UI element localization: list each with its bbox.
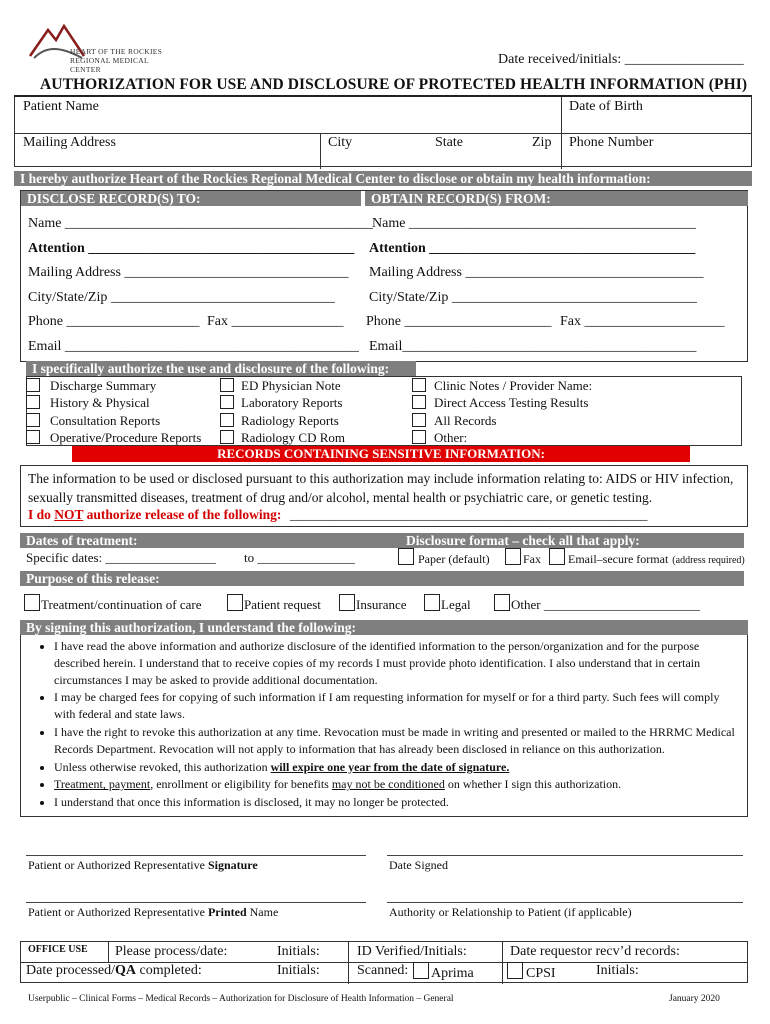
page-title: AUTHORIZATION FOR USE AND DISCLOSURE OF PROTECTED HEALTH INFORMATION (PHI)	[40, 76, 748, 93]
scanned-label: Scanned:	[357, 963, 409, 978]
purpose-patient-request[interactable]: Patient request	[227, 594, 321, 614]
footer-left: Userpublic – Clinical Forms – Medical Records – Authorization for Disclosure of Health Information – General	[28, 994, 454, 1004]
checkbox[interactable]	[413, 962, 429, 979]
record-row[interactable]: Radiology CD Rom	[220, 429, 410, 446]
disclose-city: City/State/Zip ________________________________	[28, 290, 335, 305]
disclose-email: Email __________________________________________	[28, 339, 359, 354]
purpose-other[interactable]: Other ________________________	[494, 594, 700, 614]
checkbox[interactable]	[26, 378, 40, 392]
checkbox[interactable]	[26, 430, 40, 444]
disclose-name: Name ____________________________________________	[28, 216, 373, 231]
checkbox[interactable]	[494, 594, 510, 611]
record-row[interactable]: ED Physician Note	[220, 377, 410, 394]
checkbox[interactable]	[220, 378, 234, 392]
dob-label: Date of Birth	[569, 99, 643, 114]
checkbox[interactable]	[26, 395, 40, 409]
obtain-header: OBTAIN RECORD(S) FROM:	[365, 191, 748, 206]
checkbox[interactable]	[220, 395, 234, 409]
checkbox[interactable]	[220, 413, 234, 427]
authority-line[interactable]	[387, 902, 743, 903]
office-use-label: OFFICE USE	[28, 944, 88, 955]
checkbox[interactable]	[24, 594, 40, 611]
state-label: State	[435, 135, 463, 150]
date-signed-line[interactable]	[387, 855, 743, 856]
signature-label: Patient or Authorized Representative Signature	[28, 858, 258, 872]
date-processed: Date processed/QA completed:	[26, 963, 202, 978]
checkbox[interactable]	[227, 594, 243, 611]
obtain-phone: Phone _____________________	[366, 314, 552, 329]
bullet-item: • Unless otherwise revoked, this authorization will expire one year from the date of signature.	[54, 759, 742, 776]
disclose-phone: Phone ___________________	[28, 314, 200, 329]
format-header: Disclosure format – check all that apply:	[406, 533, 640, 548]
obtain-attention: Attention ______________________________________	[369, 241, 696, 256]
patient-info-box	[14, 95, 752, 167]
disclose-fax: Fax ________________	[207, 314, 344, 329]
logo-line1: HEART OF THE ROCKIES	[70, 47, 163, 56]
signing-bar: By signing this authorization, I understand the following:	[20, 620, 748, 635]
checkbox[interactable]	[412, 378, 426, 392]
record-row[interactable]: History & Physical	[26, 394, 216, 411]
authority-label: Authority or Relationship to Patient (if applicable)	[389, 905, 632, 919]
footer-right: January 2020	[669, 994, 720, 1004]
id-verified: ID Verified/Initials:	[357, 944, 467, 959]
do-not-authorize-line: _______________________________________________________	[290, 507, 648, 522]
bullet-item: • I have read the above information and authorize disclosure of the identified information to the person/organization and for the purpose described herein. I understand that to receive copies of my records I must provide photo identification. I also understand that in certain circumstances I may be asked to provide additional documentation.	[54, 638, 742, 688]
checkbox[interactable]	[412, 395, 426, 409]
aprima-option[interactable]: Aprima	[413, 962, 474, 982]
record-row[interactable]: Discharge Summary	[26, 377, 216, 394]
please-process: Please process/date:	[115, 944, 228, 959]
logo-line2: REGIONAL MEDICAL CENTER	[70, 56, 149, 74]
checkbox[interactable]	[412, 413, 426, 427]
date-signed-label: Date Signed	[389, 858, 448, 872]
purpose-legal[interactable]: Legal	[424, 594, 471, 614]
format-fax[interactable]: Fax	[505, 548, 541, 566]
printed-name-label: Patient or Authorized Representative Printed Name	[28, 905, 279, 919]
patient-name-label: Patient Name	[23, 99, 99, 114]
city-label: City	[328, 135, 353, 150]
obtain-mailing: Mailing Address __________________________________	[369, 265, 704, 280]
initials-3: Initials:	[596, 963, 639, 978]
record-row[interactable]: Operative/Procedure Reports	[26, 429, 221, 446]
obtain-fax: Fax ____________________	[560, 314, 725, 329]
disclose-header: DISCLOSE RECORD(S) TO:	[21, 191, 361, 206]
format-paper[interactable]: Paper (default)	[398, 548, 490, 566]
record-row[interactable]: Clinic Notes / Provider Name:	[412, 377, 712, 394]
record-row[interactable]: All Records	[412, 412, 712, 429]
record-row[interactable]: Consultation Reports	[26, 412, 216, 429]
checkbox[interactable]	[398, 548, 414, 565]
do-not-authorize: I do NOT authorize release of the following:	[28, 507, 282, 522]
checkbox[interactable]	[26, 413, 40, 427]
zip-label: Zip	[532, 135, 552, 150]
date-received: Date received/initials: _________________	[498, 52, 744, 67]
dates-to: to _______________	[244, 550, 355, 565]
dates-bar: Dates of treatment:	[20, 533, 744, 548]
obtain-email: Email__________________________________________	[369, 339, 697, 354]
initials-2: Initials:	[277, 963, 320, 978]
record-row[interactable]: Direct Access Testing Results	[412, 394, 712, 411]
specific-dates: Specific dates: _________________	[26, 550, 216, 565]
disclose-mailing: Mailing Address ________________________________	[28, 265, 349, 280]
bullet-item: • Treatment, payment, enrollment or eligibility for benefits may not be conditioned on whether I sign this authorization.	[54, 776, 742, 793]
authorize-bar: I hereby authorize Heart of the Rockies Regional Medical Center to disclose or obtain my health information:	[14, 171, 752, 186]
record-row[interactable]: Other:	[412, 429, 712, 446]
cpsi-option[interactable]: CPSI	[507, 962, 556, 982]
bullet-item: • I have the right to revoke this authorization at any time. Revocation must be made in writing and presented or mailed to the HRRMC Medical Records Department. Revocation will not apply to information that has already been disclosed in reliance on this authorization.	[54, 724, 742, 758]
disclose-attention: Attention ______________________________________	[28, 241, 355, 256]
phone-number-label: Phone Number	[569, 135, 654, 150]
signature-line[interactable]	[26, 855, 366, 856]
signing-bullets	[26, 638, 742, 812]
checkbox[interactable]	[505, 548, 521, 565]
checkbox[interactable]	[412, 430, 426, 444]
bullet-item: • I may be charged fees for copying of such information if I am requesting information for myself or for a third party. Such fees will comply with federal and state laws.	[54, 689, 742, 723]
specific-authorize-bar: I specifically authorize the use and disclosure of the following:	[26, 361, 416, 376]
purpose-treatment[interactable]: Treatment/continuation of care	[24, 594, 202, 614]
checkbox[interactable]	[220, 430, 234, 444]
purpose-insurance[interactable]: Insurance	[339, 594, 407, 614]
record-row[interactable]: Laboratory Reports	[220, 394, 410, 411]
checkbox[interactable]	[424, 594, 440, 611]
checkbox[interactable]	[549, 548, 565, 565]
obtain-name: Name _________________________________________	[372, 216, 696, 231]
logo	[26, 16, 176, 74]
mailing-address-label: Mailing Address	[23, 135, 116, 150]
purpose-bar: Purpose of this release:	[20, 571, 744, 586]
sensitive-text: The information to be used or disclosed pursuant to this authorization may include information relating to: AIDS or HIV infection, sexually transmitted diseases, treatment of drug and/or alcohol, mental health or psychiatric care, or genetic testing.	[28, 471, 734, 505]
checkbox[interactable]	[507, 962, 523, 979]
checkbox[interactable]	[339, 594, 355, 611]
obtain-city: City/State/Zip ___________________________________	[369, 290, 697, 305]
printed-name-line[interactable]	[26, 902, 366, 903]
format-email[interactable]: Email–secure format (address required)	[549, 548, 745, 566]
requestor-received: Date requestor recv’d records:	[510, 944, 680, 959]
bullet-item: • I understand that once this information is disclosed, it may no longer be protected.	[54, 794, 742, 811]
initials-1: Initials:	[277, 944, 320, 959]
sensitive-bar: RECORDS CONTAINING SENSITIVE INFORMATION:	[72, 446, 690, 462]
record-row[interactable]: Radiology Reports	[220, 412, 410, 429]
